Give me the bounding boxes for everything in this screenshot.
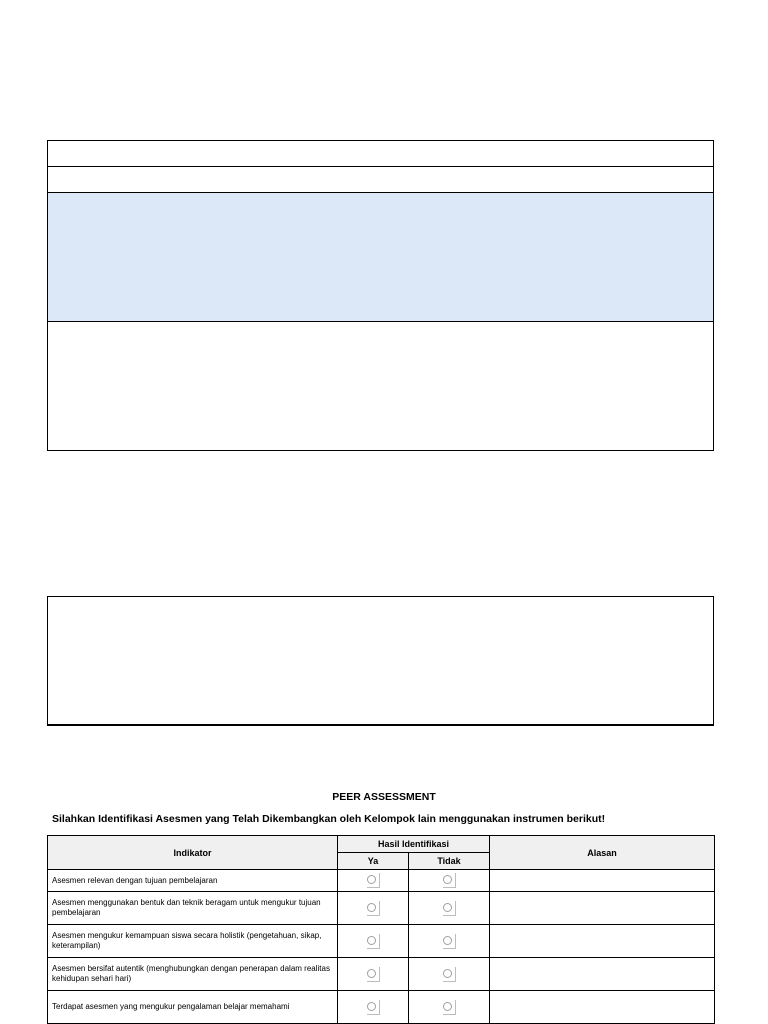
indikator-cell: Asesmen menggunakan bentuk dan teknik beragam untuk mengukur tujuan pembelajaran: [48, 892, 338, 925]
ya-radio[interactable]: [367, 936, 376, 945]
tidak-cell: [409, 925, 490, 958]
indikator-cell: Asesmen mengukur kemampuan siswa secara holistik (pengetahuan, sikap, keterampilan): [48, 925, 338, 958]
table-row: [48, 958, 715, 991]
alasan-input[interactable]: [490, 925, 715, 958]
indikator-cell: Asesmen bersifat autentik (menghubungkan dengan penerapan dalam realitas kehidupan sehari hari): [48, 958, 338, 991]
ya-radio[interactable]: [367, 1002, 376, 1011]
alasan-input[interactable]: [490, 892, 715, 925]
ya-cell: [338, 991, 409, 1024]
header-indikator: Indikator: [48, 836, 338, 870]
table-row: [48, 870, 715, 892]
tidak-cell: [409, 870, 490, 892]
peer-assessment-table: [47, 835, 715, 1024]
alasan-input[interactable]: [490, 991, 715, 1024]
indikator-cell: Terdapat asesmen yang mengukur pengalaman belajar memahami: [48, 991, 338, 1024]
top-table: [47, 140, 714, 451]
header-alasan: Alasan: [490, 836, 715, 870]
table-row: [48, 892, 715, 925]
top-table-row-3-highlighted: [48, 193, 713, 322]
top-table-row-2: [48, 167, 713, 193]
header-tidak: Tidak: [409, 853, 490, 870]
peer-assessment-title: PEER ASSESSMENT: [332, 791, 436, 803]
tidak-radio[interactable]: [443, 969, 452, 978]
tidak-radio[interactable]: [443, 1002, 452, 1011]
tidak-radio[interactable]: [443, 936, 452, 945]
alasan-input[interactable]: [490, 958, 715, 991]
indikator-cell: Asesmen relevan dengan tujuan pembelajaran: [48, 870, 338, 892]
ya-radio[interactable]: [367, 969, 376, 978]
peer-assessment-instruction: Silahkan Identifikasi Asesmen yang Telah Dikembangkan oleh Kelompok lain menggunakan instrumen berikut!: [52, 813, 606, 825]
ya-cell: [338, 892, 409, 925]
tidak-cell: [409, 991, 490, 1024]
ya-cell: [338, 925, 409, 958]
tidak-cell: [409, 892, 490, 925]
ya-cell: [338, 958, 409, 991]
ya-radio[interactable]: [367, 903, 376, 912]
ya-cell: [338, 870, 409, 892]
top-table-row-4: [48, 322, 713, 450]
top-table-row-1: [48, 141, 713, 167]
ya-radio[interactable]: [367, 875, 376, 884]
header-hasil-identifikasi: Hasil Identifikasi: [338, 836, 490, 853]
tidak-radio[interactable]: [443, 903, 452, 912]
tidak-cell: [409, 958, 490, 991]
table-row: [48, 925, 715, 958]
header-ya: Ya: [338, 853, 409, 870]
mid-text-box: [47, 596, 714, 726]
alasan-input[interactable]: [490, 870, 715, 892]
tidak-radio[interactable]: [443, 875, 452, 884]
table-row: [48, 991, 715, 1024]
